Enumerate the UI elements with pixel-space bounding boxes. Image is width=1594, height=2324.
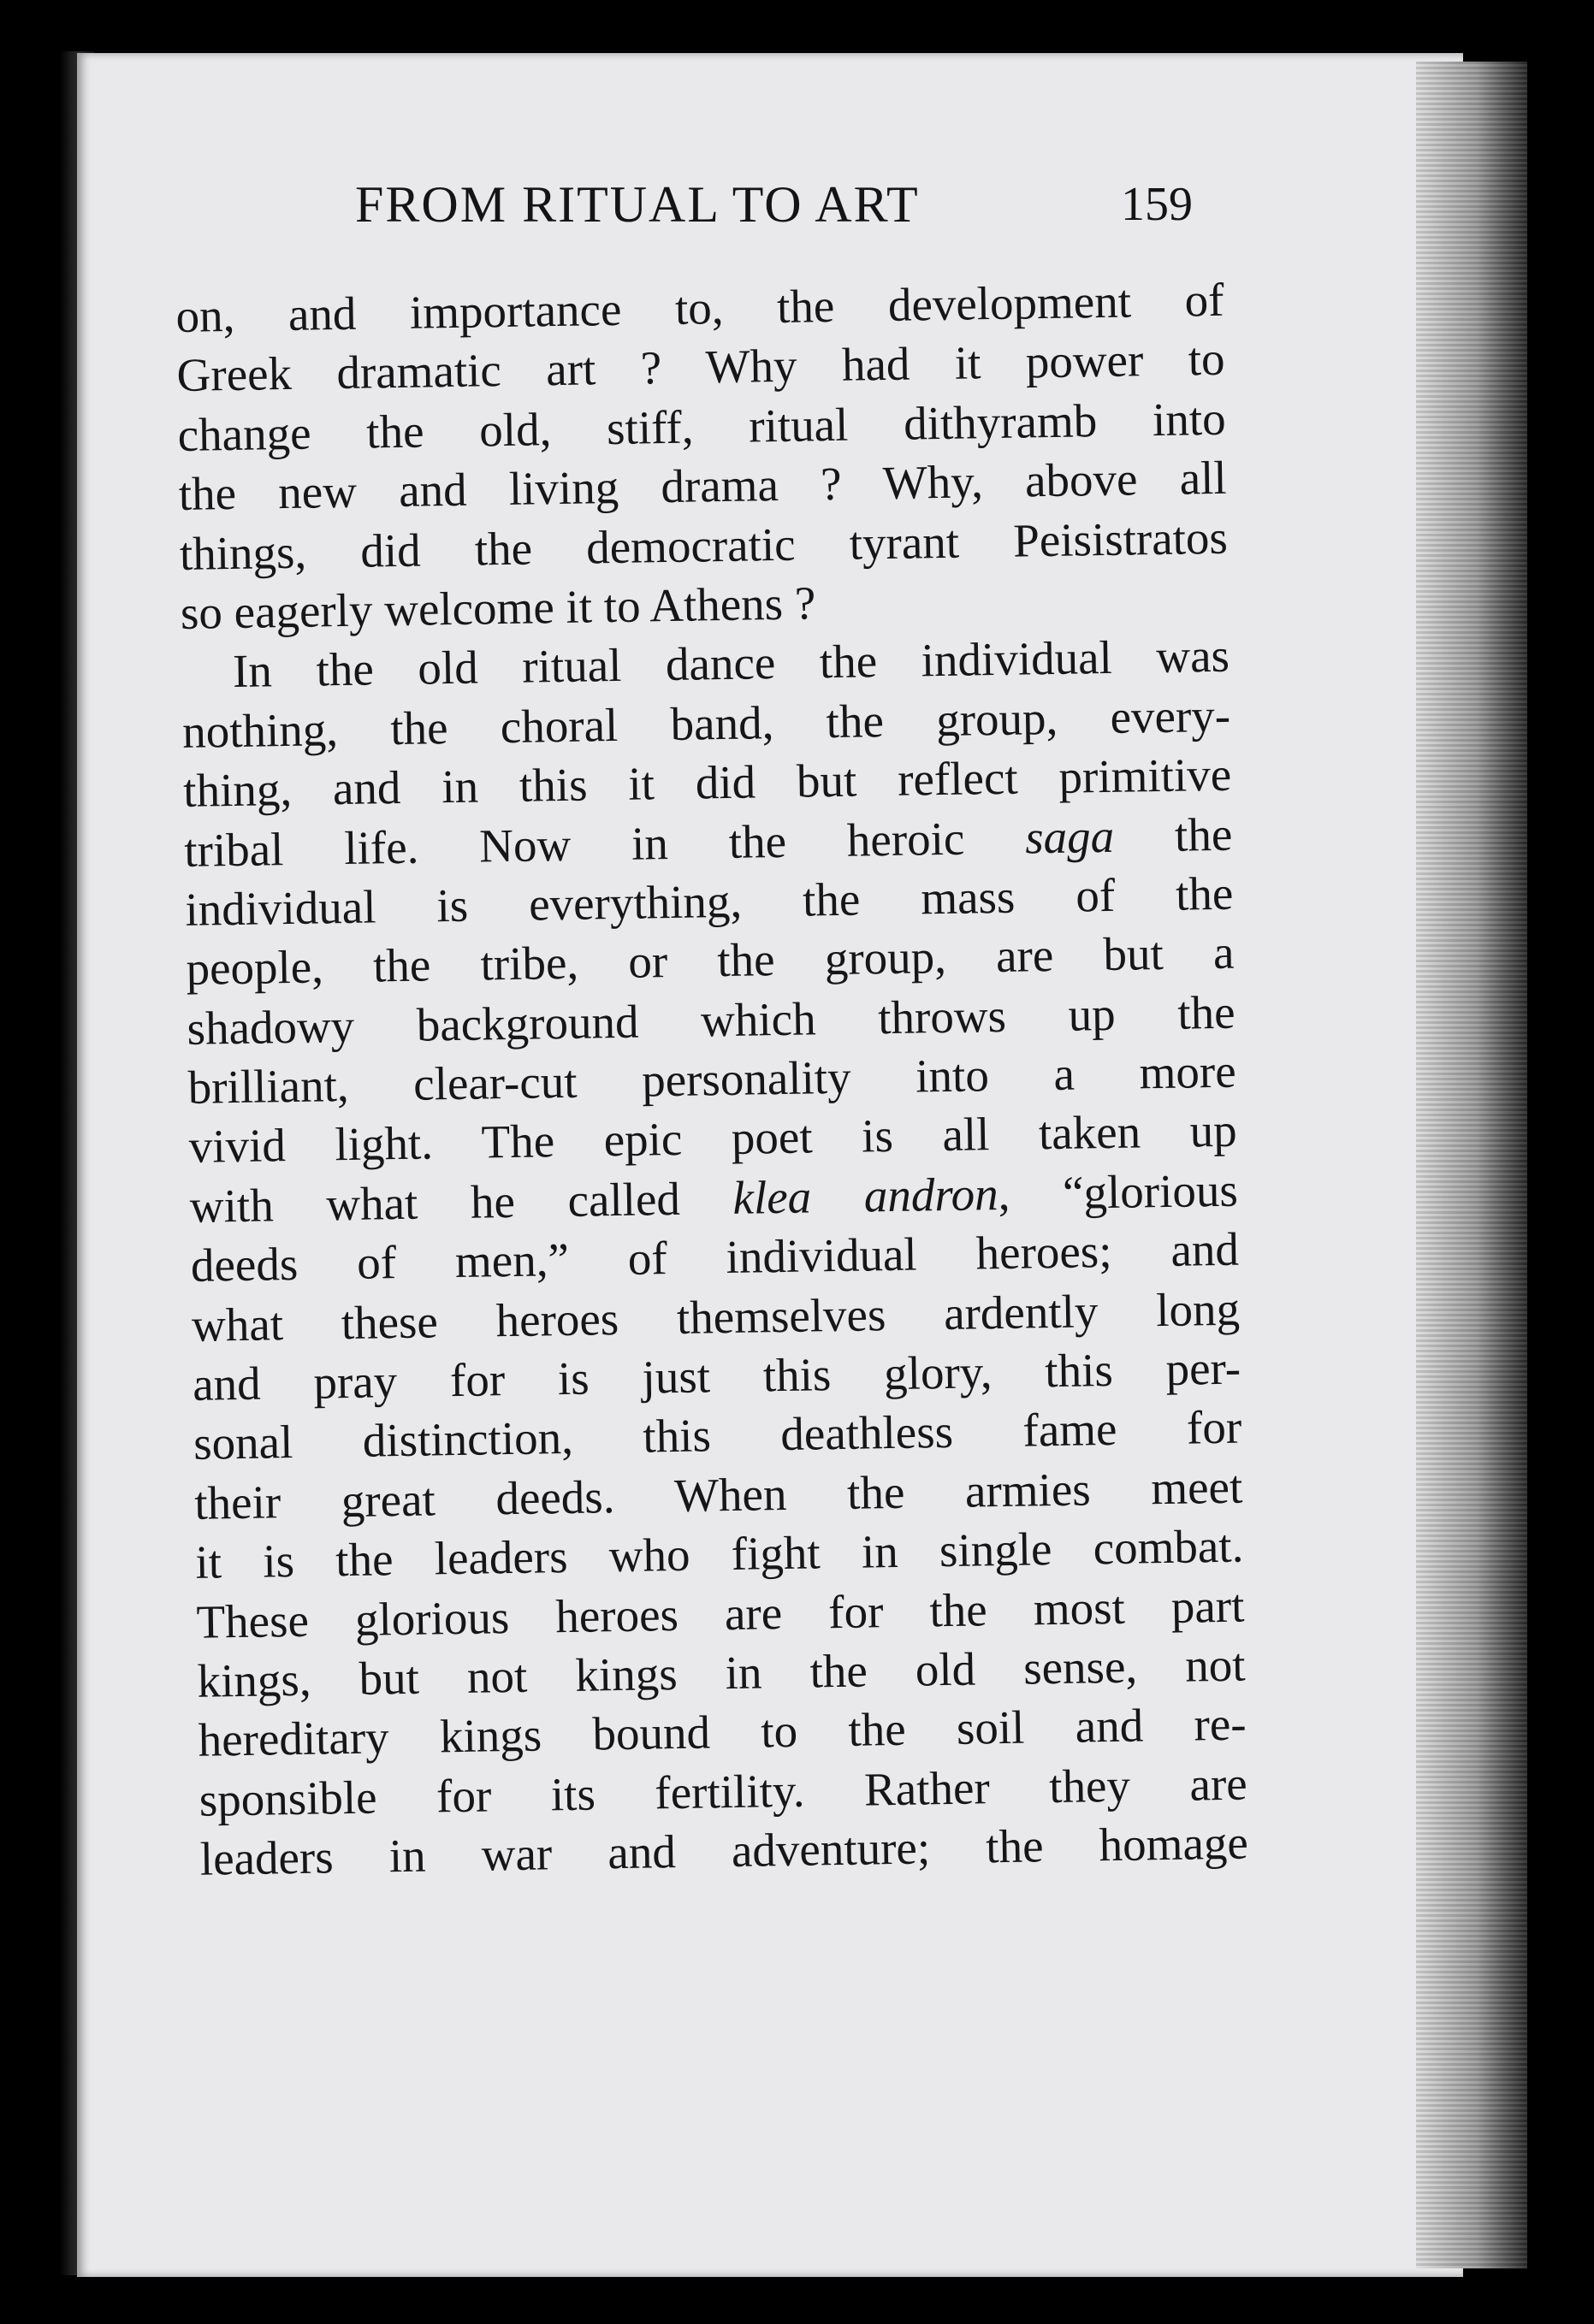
text-line: what these heroes themselves ardently long bbox=[191, 1282, 1241, 1351]
text-line: things, did the democratic tyrant Peisistratos bbox=[179, 511, 1229, 580]
running-head-title: FROM RITUAL TO ART bbox=[355, 176, 920, 233]
text-line: nothing, the choral band, the group, every- bbox=[181, 689, 1231, 758]
text-line: shadowy background which throws up the bbox=[187, 985, 1235, 1055]
text-line: These glorious heroes are for the most part bbox=[196, 1579, 1245, 1648]
text-line: Greek dramatic art ? Why had it power to bbox=[176, 333, 1225, 402]
text-line: people, the tribe, or the group, are but a bbox=[186, 925, 1235, 996]
text-line: sonal distinction, this deathless fame for bbox=[193, 1401, 1242, 1470]
text-line: hereditary kings bound to the soil and re- bbox=[198, 1697, 1247, 1767]
text-line: kings, but not kings in the old sense, not bbox=[197, 1638, 1246, 1707]
body-text bbox=[175, 270, 1248, 1889]
text-line: individual is everything, the mass of the bbox=[184, 866, 1234, 936]
text-line: and pray for is just this glory, this per- bbox=[192, 1341, 1241, 1410]
text-line: brilliant, clear-cut personality into a more bbox=[187, 1044, 1237, 1114]
text-line: leaders in war and adventure; the homage bbox=[199, 1816, 1249, 1885]
page-number: 159 bbox=[1121, 178, 1193, 231]
text-line: change the old, stiff, ritual dithyramb into bbox=[177, 392, 1227, 461]
text-line: the new and living drama ? Why, above all bbox=[178, 451, 1228, 521]
text-line: vivid light. The epic poet is all taken up bbox=[188, 1104, 1238, 1174]
running-head bbox=[171, 175, 1198, 252]
text-line: with what he called klea andron, “glorious bbox=[189, 1163, 1239, 1233]
text-line: sponsible for its fertility. Rather they are bbox=[199, 1757, 1248, 1826]
text-line: their great deeds. When the armies meet bbox=[193, 1460, 1243, 1529]
text-line: on, and importance to, the development of bbox=[175, 273, 1224, 342]
text-line: thing, and in this it did but reflect primitive bbox=[182, 748, 1232, 818]
text-line: so eagerly welcome it to Athens ? bbox=[180, 577, 816, 639]
page-fore-edge bbox=[1416, 62, 1527, 2268]
text-line: it is the leaders who fight in single combat. bbox=[194, 1519, 1244, 1589]
text-line: In the old ritual dance the individual was bbox=[232, 630, 1230, 698]
text-line: deeds of men,” of individual heroes; and bbox=[190, 1222, 1240, 1292]
text-line: tribal life. Now in the heroic saga the bbox=[183, 807, 1233, 877]
